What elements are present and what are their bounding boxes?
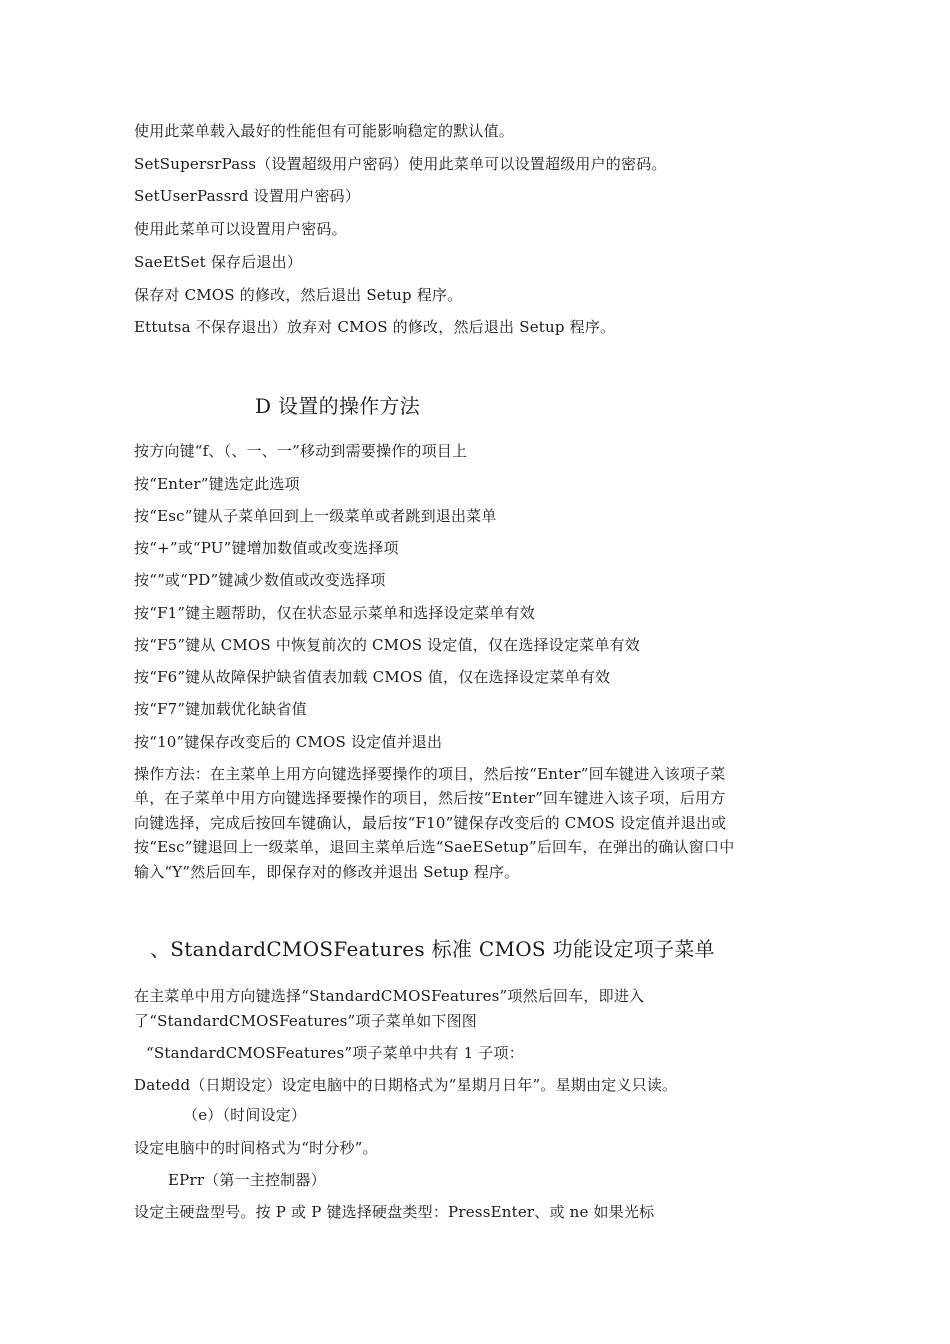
- paragraph-line: 输入“Y”然后回车，即保存对的修改并退出 Setup 程序。: [134, 862, 520, 881]
- text-line: Ettutsa 不保存退出）放弃对 CMOS 的修改，然后退出 Setup 程序。: [134, 318, 616, 336]
- text-line: 按“Esc”键从子菜单回到上一级菜单或者跳到退出菜单: [134, 507, 497, 525]
- text-line: 按方向键“f、（、一、一”移动到需要操作的项目上: [134, 442, 468, 460]
- text-line: 按“F5”键从 CMOS 中恢复前次的 CMOS 设定值，仅在选择设定菜单有效: [134, 636, 640, 654]
- text-line: 按“+”或“PU”键增加数值或改变选择项: [134, 539, 399, 557]
- operation-paragraph: [134, 762, 824, 884]
- text-line: 了“StandardCMOSFeatures”项子菜单如下图图: [134, 1012, 478, 1030]
- paragraph-line: 操作方法：在主菜单上用方向键选择要操作的项目，然后按“Enter”回车键进入该项子菜: [134, 765, 726, 783]
- paragraph-line: 向键选择，完成后按回车键确认，最后按“F10”键保存改变后的 CMOS 设定值并退出或: [134, 813, 727, 832]
- paragraph-line: 单，在子菜单中用方向键选择要操作的项目，然后按“Enter”回车键进入该子项，后用方: [134, 789, 726, 808]
- section-heading: D 设置的操作方法: [255, 394, 421, 418]
- text-line: 按“F6”键从故障保护缺省值表加载 CMOS 值，仅在选择设定菜单有效: [134, 668, 611, 686]
- text-line: 按“10”键保存改变后的 CMOS 设定值并退出: [134, 733, 443, 751]
- text-line: 按“F1”键主题帮助，仅在状态显示菜单和选择设定菜单有效: [134, 604, 535, 622]
- text-line: “StandardCMOSFeatures”项子菜单中共有 1 子项：: [146, 1044, 524, 1062]
- text-line: 按“Enter”键选定此选项: [134, 475, 300, 493]
- text-line: 保存对 CMOS 的修改，然后退出 Setup 程序。: [134, 286, 463, 304]
- text-line: 使用此菜单可以设置用户密码。: [134, 220, 347, 238]
- paragraph-line: 按“Esc”键退回上一级菜单，退回主菜单后选“SaeESetup”后回车，在弹出的确认窗口中: [134, 838, 735, 857]
- text-line: 按“F7”键加载优化缺省值: [134, 700, 307, 718]
- text-line: 设定主硬盘型号。按 P 或 P 键选择硬盘类型：PressEnter、或 ne 如果光标: [134, 1203, 655, 1221]
- text-line: SaeEtSet 保存后退出）: [134, 253, 303, 271]
- text-line: SetSupersrPass（设置超级用户密码）使用此菜单可以设置超级用户的密码。: [134, 155, 667, 173]
- section-heading: 、StandardCMOSFeatures 标准 CMOS 功能设定项子菜单: [150, 937, 715, 961]
- text-line: SetUserPassrd 设置用户密码）: [134, 187, 361, 205]
- text-line: Datedd（日期设定）设定电脑中的日期格式为“星期月日年”。星期由定义只读。: [134, 1076, 678, 1094]
- text-line: 设定电脑中的时间格式为“时分秒”。: [134, 1139, 378, 1157]
- text-line: 按“”或“PD”键减少数值或改变选择项: [134, 571, 386, 589]
- text-line: 在主菜单中用方向键选择“StandardCMOSFeatures”项然后回车，即进入: [134, 987, 645, 1005]
- text-line: 使用此菜单载入最好的性能但有可能影响稳定的默认值。: [134, 122, 515, 140]
- text-line: EPrr（第一主控制器）: [168, 1171, 326, 1189]
- text-line: （e）（时间设定）: [183, 1106, 307, 1124]
